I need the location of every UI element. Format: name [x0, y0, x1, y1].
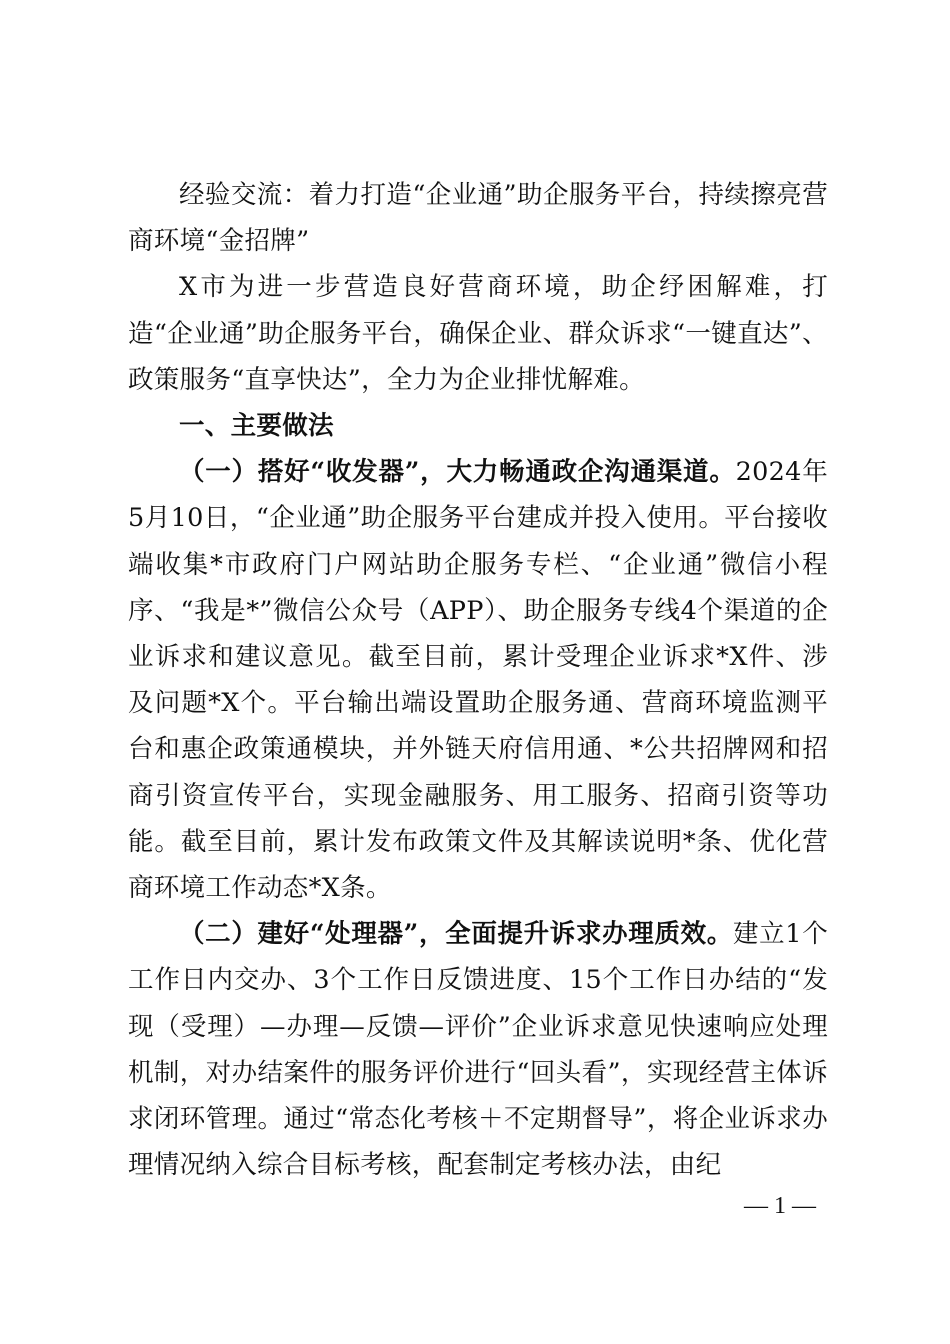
document-body: [128, 172, 828, 1188]
item-2-body: 建立1个工作日内交办、3个工作日反馈进度、15个工作日办结的“发现（受理）—办理—反馈—评价”企业诉求意见快速响应处理机制，对办结案件的服务评价进行“回头看”，实现经营主体诉求闭环管理。通过“常态化考核＋不定期督导”，将企业诉求办理情况纳入综合目标考核，配套制定考核办法，由纪: [128, 919, 828, 1181]
item-2-paragraph: [128, 911, 828, 1188]
section-heading: 一、主要做法: [179, 411, 334, 442]
page-number: — 1 —: [744, 1193, 816, 1219]
item-1-paragraph: [128, 449, 828, 911]
item-1-body: 2024年5月10日，“企业通”助企服务平台建成并投入使用。平台接收端收集*市政府门户网站助企服务专栏、“企业通”微信小程序、“我是*”微信公众号（APP）、助企服务专线4个渠道的企业诉求和建议意见。截至目前，累计受理企业诉求*X件、涉及问题*X个。平台输出端设置助企服务通、营商环境监测平台和惠企政策通模块，并外链天府信用通、*公共招牌网和招商引资宣传平台，实现金融服务、用工服务、招商引资等功能。截至目前，累计发布政策文件及其解读说明*条、优化营商环境工作动态*X条。: [128, 457, 828, 904]
intro-paragraph: X市为进一步营造良好营商环境，助企纾困解难，打造“企业通”助企服务平台，确保企业、群众诉求“一键直达”、政策服务“直享快达”，全力为企业排忧解难。: [128, 272, 828, 395]
document-title: 经验交流：着力打造“企业通”助企服务平台，持续擦亮营商环境“金招牌”: [128, 180, 828, 257]
item-1-lead: （一）搭好“收发器”，大力畅通政企沟通渠道。: [179, 457, 736, 488]
item-2-lead: （二）建好“处理器”，全面提升诉求办理质效。: [179, 919, 733, 950]
